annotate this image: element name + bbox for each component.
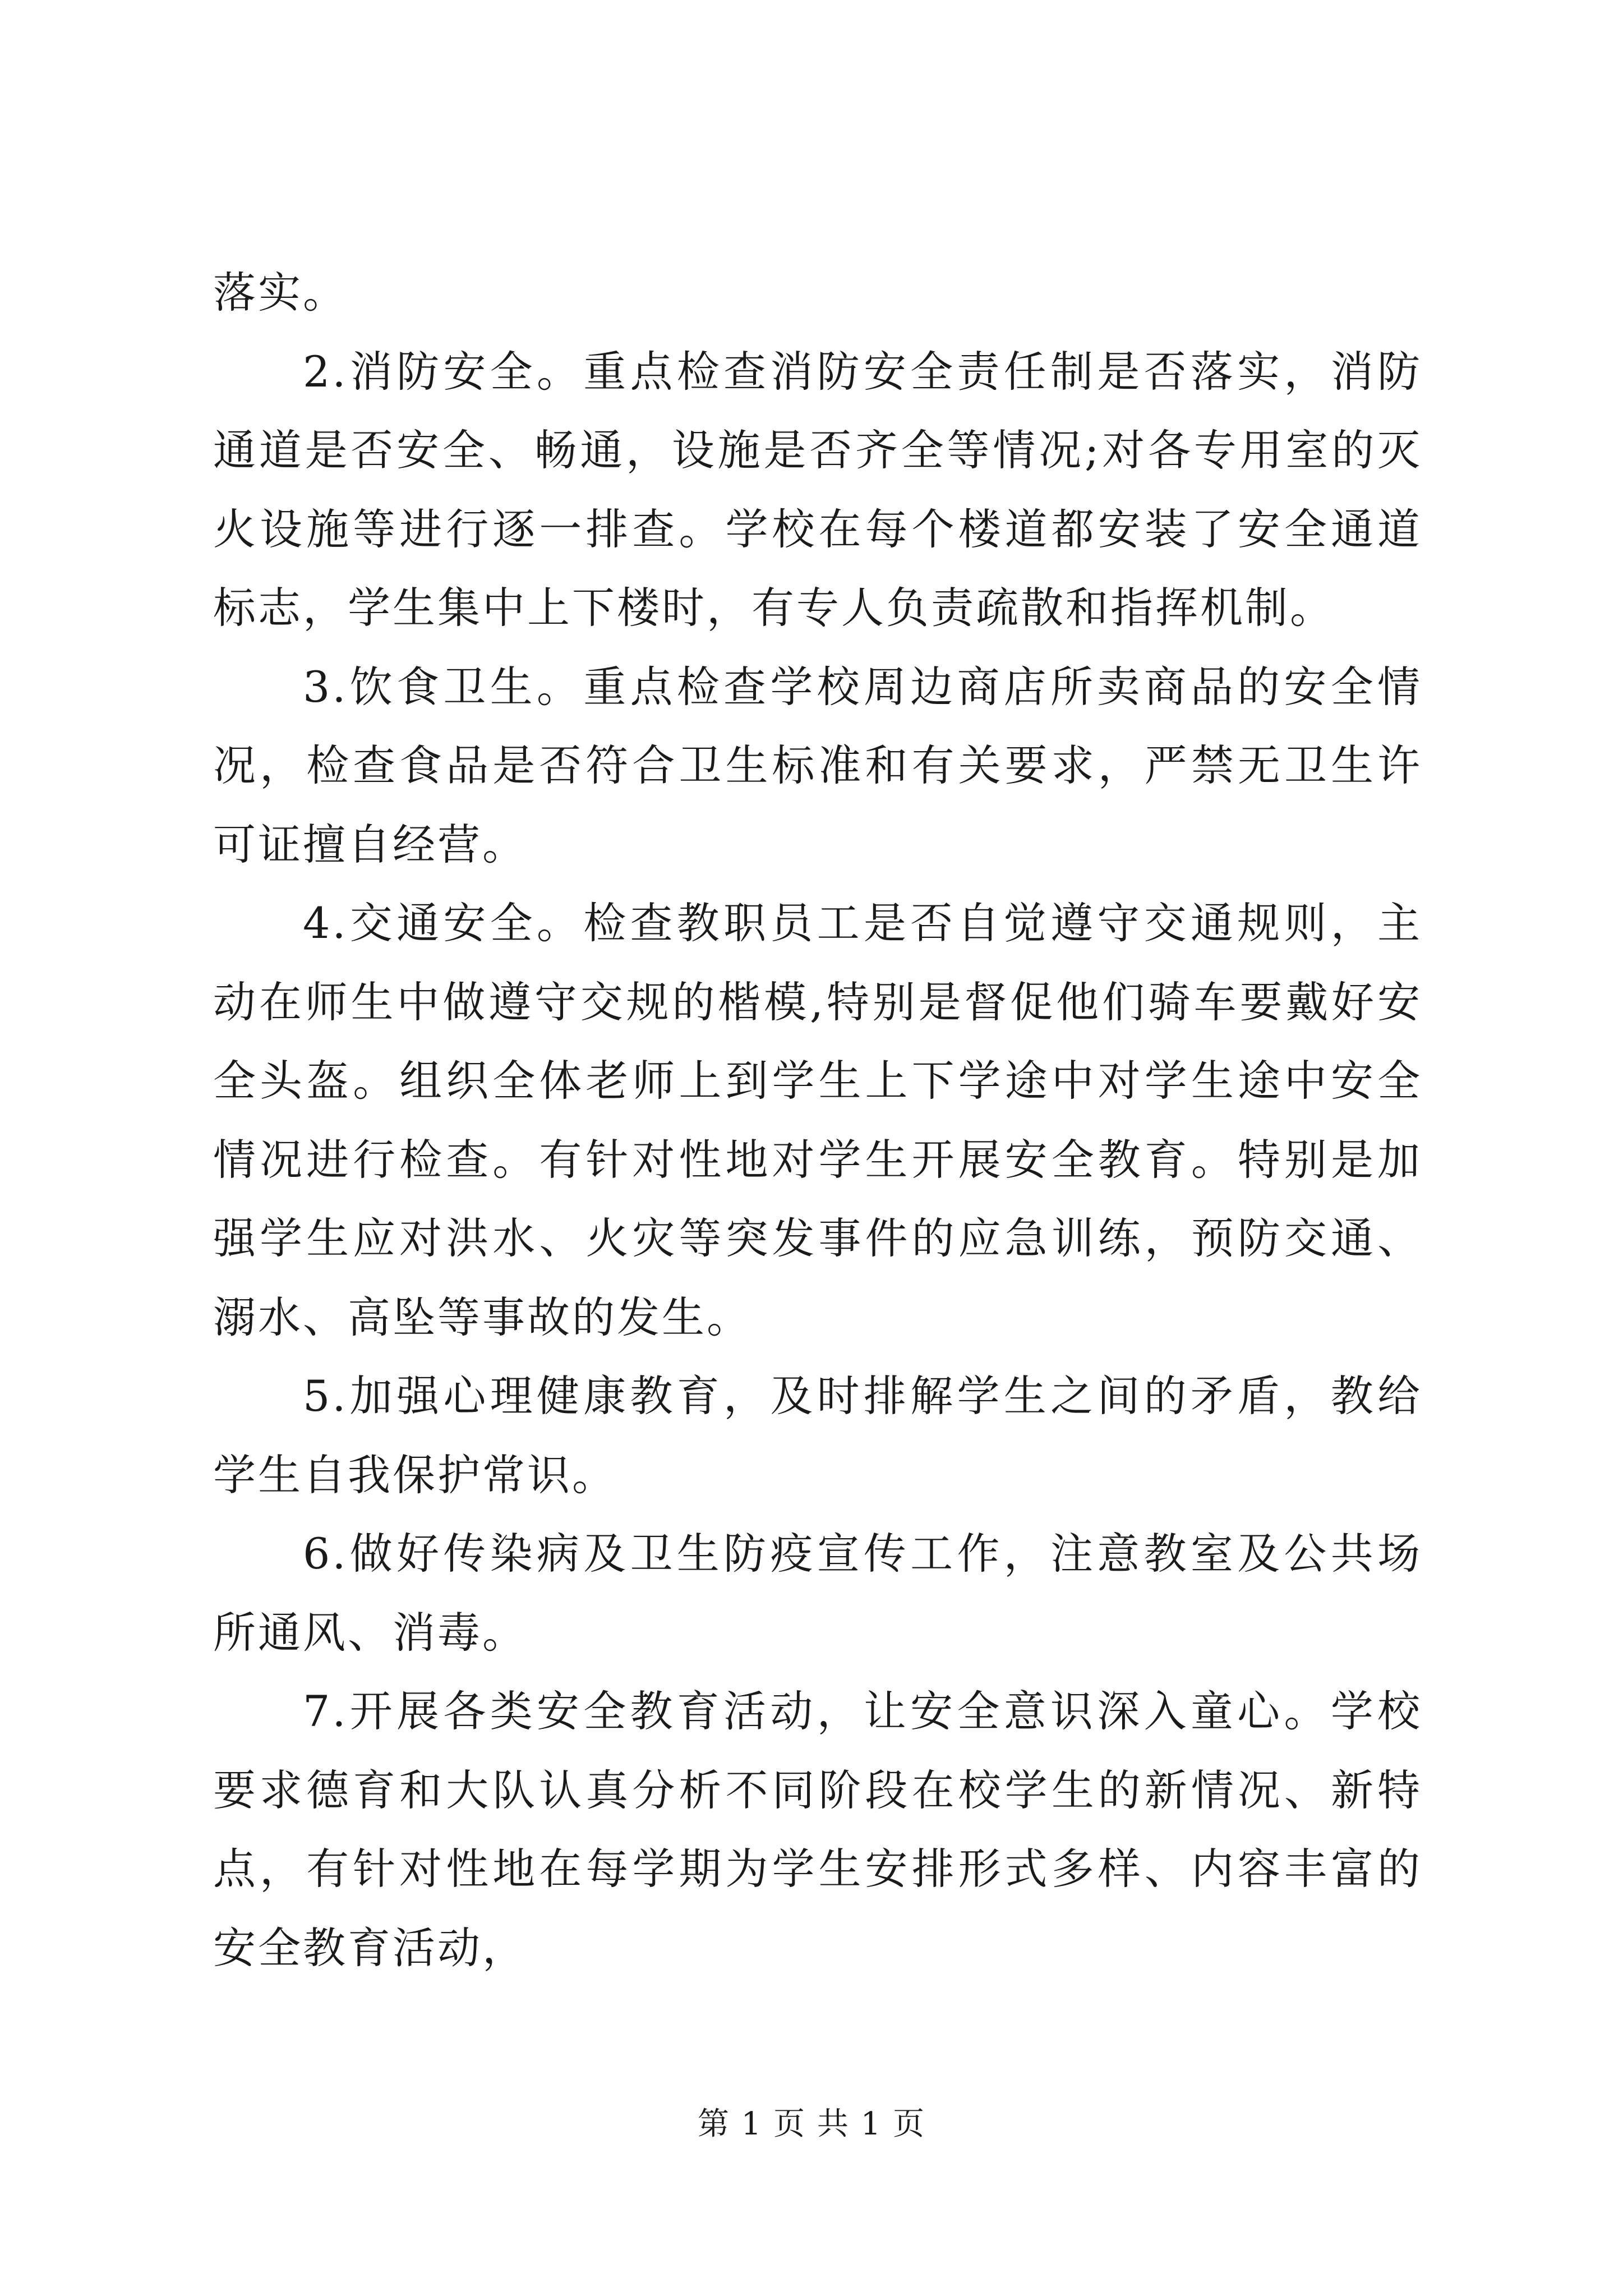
paragraph-epidemic-prevention: 6.做好传染病及卫生防疫宣传工作，注意教室及公共场所通风、消毒。 (213, 1529, 1422, 1658)
paragraph-food-hygiene: 3.饮食卫生。重点检查学校周边商店所卖商品的安全情况，检查食品是否符合卫生标准和有关要求，严禁无卫生许可证擅自经营。 (213, 661, 1422, 869)
paragraph-traffic-safety: 4.交通安全。检查教职员工是否自觉遵守交通规则，主动在师生中做遵守交规的楷模,特别是督促他们骑车要戴好安全头盔。组织全体老师上到学生上下学途中对学生途中安全情况进行检查。有针对性地对学生开展安全教育。特别是加强学生应对洪水、火灾等突发事件的应急训练，预防交通、溺水、高坠等事故的发生。 (213, 898, 1422, 1342)
paragraph-safety-activities: 7.开展各类安全教育活动，让安全意识深入童心。学校要求德育和大队认真分析不同阶段在校学生的新情况、新特点，有针对性地在每学期为学生安排形式多样、内容丰富的安全教育活动， (213, 1686, 1422, 1973)
paragraph-fire-safety: 2.消防安全。重点检查消防安全责任制是否落实，消防通道是否安全、畅通，设施是否齐全等情况;对各专用室的灭火设施等进行逐一排查。学校在每个楼道都安装了安全通道标志，学生集中上下楼时，有专人负责疏散和指挥机制。 (213, 346, 1422, 633)
document-body (213, 254, 1422, 1987)
paragraph-mental-health: 5.加强心理健康教育，及时排解学生之间的矛盾，教给学生自我保护常识。 (213, 1371, 1422, 1500)
page-footer: 第 1 页 共 1 页 (697, 2106, 926, 2142)
paragraph-continuation: 落实。 (213, 268, 348, 318)
